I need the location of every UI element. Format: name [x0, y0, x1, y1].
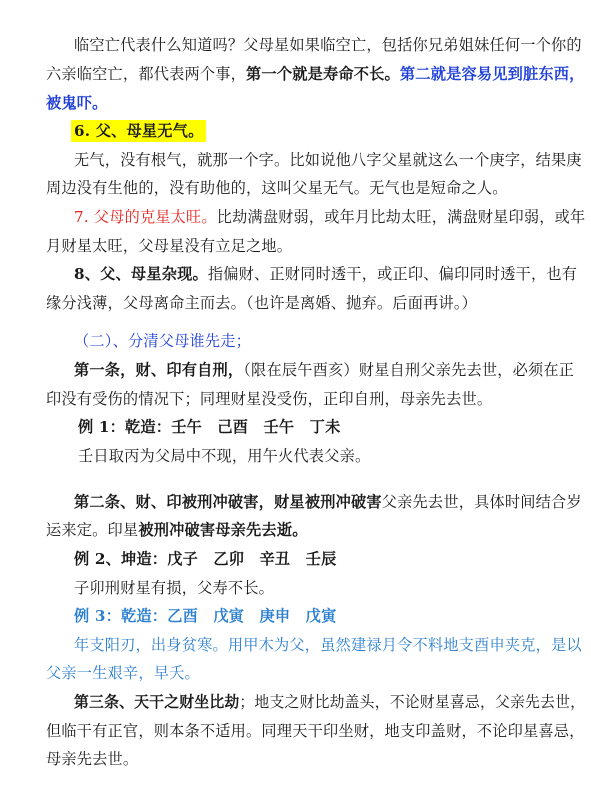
- rule3-line1: [74, 692, 585, 712]
- rule2-line2: [46, 520, 308, 540]
- rule2-note3-text-2: 父亲一生艰辛，早夭。: [46, 664, 200, 682]
- rule2-text-1: 父亲先去世，具体时间结合岁: [381, 493, 582, 511]
- rule1-text-1: （限在辰午酉亥）财星自刑父亲先去世，必须在正: [243, 361, 575, 379]
- section2-title: [74, 331, 251, 351]
- rule2-note3-text-1: 年支阳刃，出身贫寒。用甲木为父，虽然建禄月令不料地支酉申夹克，是以: [74, 636, 582, 654]
- rule2-lead-1: 第二条、财、印被刑冲破害，: [74, 493, 275, 511]
- rule3-lead: 第三条、天干之财坐比劫: [74, 693, 240, 711]
- p1-line2: [46, 64, 585, 84]
- s6-line2: [46, 178, 508, 198]
- section2-title-text: （二）、分清父母谁先走；: [74, 332, 252, 350]
- rule2-note3-line2: [46, 663, 200, 683]
- p1-text-1: 临空亡代表什么知道吗？父母星如果临空亡，包括你兄弟姐妹任何一个你的: [74, 36, 582, 54]
- rule2-example3-text: 例 3：乾造：乙酉 戊寅 庚申 戊寅: [74, 607, 337, 625]
- s7-line2: [46, 236, 292, 256]
- p1-emphasis-lifespan: 第一个就是寿命不长。: [246, 65, 400, 83]
- rule2-note2: [74, 578, 274, 598]
- s8-text-1: 指偏财、正财同时透干，或正印、偏印同时透干，也有: [207, 265, 578, 283]
- s8-line2: [46, 293, 477, 313]
- rule2-note3-line1: [74, 635, 582, 655]
- rule2-example2-text: 例 2、坤造：戊子 乙卯 辛丑 壬辰: [74, 550, 337, 568]
- rule1-lead: 第一条，财、印有自刑，: [74, 361, 244, 379]
- p1-line3: [46, 93, 108, 113]
- rule1-example: [78, 417, 340, 437]
- rule3-line3: [46, 749, 138, 769]
- rule2-text-2a: 运来定。印星: [46, 521, 139, 539]
- s6-heading-text: 6. 父、母星无气。: [71, 120, 206, 142]
- rule1-text-2: 印没有受伤的情况下；同理财星没受伤，正印自刑，母亲先去世。: [46, 390, 493, 408]
- s7-text-2: 月财星太旺，父母星没有立足之地。: [46, 237, 293, 255]
- rule1-line1: [74, 360, 574, 380]
- rule2-line1: [74, 492, 582, 512]
- s7-heading: 7. 父母的克星太旺。: [74, 208, 217, 226]
- s6-line1: [74, 150, 582, 170]
- rule1-note: [78, 446, 370, 466]
- p1-text-2a: 六亲临空亡，都代表两个事，: [46, 65, 247, 83]
- p1-line1: [74, 35, 582, 55]
- rule1-note-text: 壬日取丙为父局中不现，用午火代表父亲。: [78, 447, 371, 465]
- s8-text-2: 缘分浅薄，父母离命主而去。（也许是离婚、抛弃。后面再讲。）: [46, 294, 478, 312]
- rule1-line2: [46, 389, 492, 409]
- rule3-text-1: ；地支之财比劫盖头，不论财星喜忌，父亲先去世，: [239, 693, 586, 711]
- s6-text-1: 无气，没有根气，就那一个字。比如说他八字父星就这么一个庚字，结果庚: [74, 151, 582, 169]
- s8-heading: 8、父、母星杂现。: [74, 265, 208, 283]
- rule3-line2: [46, 721, 585, 741]
- rule3-text-2: 但临干有正官，则本条不适用。同理天干印坐财，地支印盖财，不论印星喜忌，: [46, 722, 585, 740]
- rule3-text-3: 母亲先去世。: [46, 750, 139, 768]
- p1-emphasis-ghost: 第二就是容易见到脏东西，: [399, 65, 585, 83]
- rule2-example2: [74, 549, 336, 569]
- s7-text-1: 比劫满盘财弱，或年月比劫太旺，满盘财星印弱，或年: [216, 208, 586, 226]
- s7-line1: [74, 207, 585, 227]
- rule2-text-2b: 被刑冲破害母亲先去逝。: [138, 521, 308, 539]
- s8-line1: [74, 264, 577, 284]
- s6-heading: [71, 121, 206, 141]
- s6-text-2: 周边没有生他的，没有助他的，这叫父星无气。无气也是短命之人。: [46, 179, 508, 197]
- p1-text-3: 被鬼吓。: [46, 94, 108, 112]
- rule2-example3: [74, 606, 336, 626]
- rule2-note2-text: 子卯刑财星有损，父寿不长。: [74, 579, 275, 597]
- rule1-example-text: 例 1：乾造：壬午 己酉 壬午 丁未: [78, 418, 341, 436]
- rule2-lead-2: 财星被刑冲破害: [274, 493, 382, 511]
